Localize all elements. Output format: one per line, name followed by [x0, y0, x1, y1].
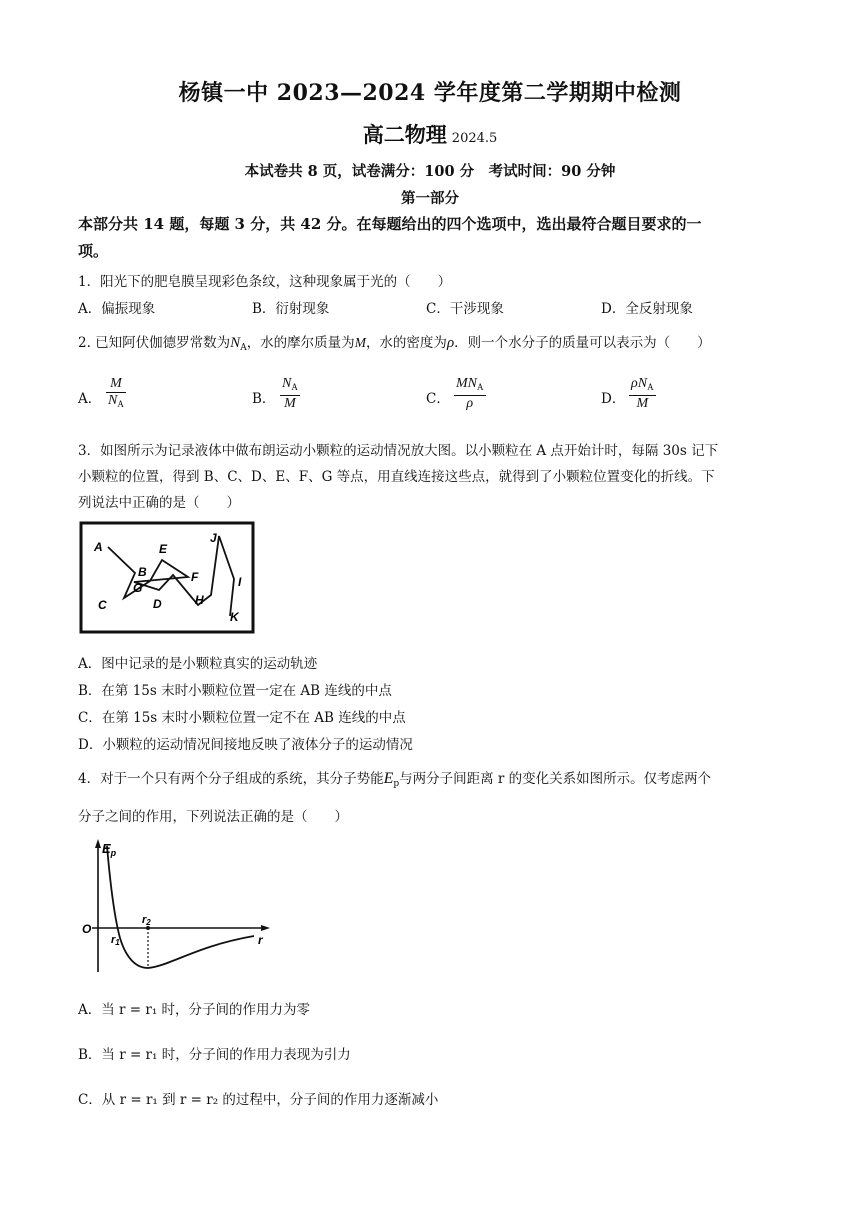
q2-option-a-den: $N_A$: [108, 393, 124, 409]
q4-stem-part1: 4．对于一个只有两个分子组成的系统，其分子势能: [78, 771, 384, 787]
brownian-motion-figure: [78, 520, 256, 636]
q1-option-d: D．全反射现象: [601, 301, 693, 317]
q3-option-c: C．在第 15s 末时小颗粒位置一定不在 AB 连线的中点: [78, 710, 406, 726]
r1-label: r1: [111, 934, 120, 947]
q2-stem-na: N: [230, 335, 241, 351]
q2-stem-part3: ，水的密度为: [365, 335, 447, 351]
point-label-f: F: [191, 570, 199, 584]
q2-stem-na-sub: A: [240, 343, 247, 353]
point-label-b: B: [138, 565, 147, 579]
q2-option-c-fraction: [454, 376, 486, 412]
point-label-h: H: [195, 593, 204, 607]
q2-option-c-num: $MN_A$: [456, 376, 484, 392]
part-instructions-line2: 项。: [78, 242, 109, 260]
q2-stem: [78, 331, 711, 353]
point-label-d: D: [153, 597, 162, 611]
part-instructions-line1: 本部分共 14 题，每题 3 分，共 42 分。在每题给出的四个选项中，选出最符合题目要求的一: [78, 215, 702, 233]
q2-stem-part1: 2. 已知阿伏伽德罗常数为: [78, 335, 231, 351]
figure-frame: [81, 523, 253, 632]
q2-option-b-label: B．: [252, 391, 276, 407]
q2-option-a-num: M: [110, 376, 122, 391]
q3-stem-line1: 3．如图所示为记录液体中做布朗运动小颗粒的运动情况放大图。以小颗粒在 A 点开始计时，每隔 30s 记下: [78, 443, 719, 459]
q2-option-d-den: M: [636, 396, 649, 411]
point-label-e: E: [159, 542, 168, 556]
q2-stem-part2: ，水的摩尔质量为: [246, 335, 355, 351]
q3-stem-line3: 列说法中正确的是（ ）: [78, 495, 240, 511]
q4-stem-line2: 分子之间的作用，下列说法正确的是（ ）: [78, 809, 348, 825]
q2-option-d-label: D．: [601, 391, 626, 407]
q2-stem-part4: ．则一个水分子的质量可以表示为（ ）: [454, 335, 711, 351]
exam-date: 2024.5: [451, 131, 498, 146]
part-title: 第一部分: [401, 190, 459, 207]
q2-option-c-den: ρ: [466, 396, 474, 411]
q3-option-d: D．小颗粒的运动情况间接地反映了液体分子的运动情况: [78, 737, 413, 753]
q1-stem: 1．阳光下的肥皂膜呈现彩色条纹，这种现象属于光的（ ）: [78, 274, 452, 290]
q4-option-b: B．当 r = r₁ 时，分子间的作用力表现为引力: [78, 1047, 351, 1063]
q3-stem-line2: 小颗粒的位置，得到 B、C、D、E、F、G 等点，用直线连接这些点，就得到了小颗粒位置变化的折线。下: [78, 469, 715, 485]
exam-info: 本试卷共 8 页，试卷满分：100 分 考试时间：90 分钟: [244, 163, 616, 180]
origin-label: O: [82, 922, 92, 936]
point-label-c: C: [98, 598, 107, 612]
q3-option-b: B．在第 15s 末时小颗粒位置一定在 AB 连线的中点: [78, 683, 392, 699]
q3-option-a: A．图中记录的是小颗粒真实的运动轨迹: [78, 656, 318, 672]
q2-option-b-num: $N_A$: [282, 376, 298, 392]
q4-stem-ep: E: [383, 770, 394, 787]
x-axis-arrow: [261, 925, 270, 931]
q1-option-b: B．衍射现象: [252, 301, 330, 317]
brownian-path: [108, 536, 234, 616]
exam-title: 杨镇一中 2023—2024 学年度第二学期期中检测: [178, 80, 682, 106]
q4-stem-line1: [78, 767, 711, 789]
q4-stem-part2: 与两分子间距离 r 的变化关系如图所示。仅考虑两个: [399, 771, 712, 787]
q2-option-b-fraction: [280, 376, 300, 412]
q4-option-c: C．从 r = r₁ 到 r = r₂ 的过程中，分子间的作用力逐渐减小: [78, 1092, 439, 1108]
point-label-a: A: [94, 540, 103, 554]
q2-option-a-label: A．: [78, 391, 102, 407]
q2-option-c-label: C．: [426, 391, 450, 407]
q2-stem-m: M: [354, 335, 366, 350]
point-label-j: J: [210, 531, 217, 545]
potential-energy-graph: [78, 836, 274, 976]
point-label-g: G: [133, 581, 143, 595]
potential-curve: [107, 846, 254, 968]
q2-option-b-den: M: [284, 396, 296, 411]
q1-option-a: A．偏振现象: [78, 301, 156, 317]
q1-option-c: C．干涉现象: [426, 301, 504, 317]
y-axis-label: $E_p$: [102, 841, 117, 858]
point-label-i: I: [238, 575, 242, 589]
r2-label: r2: [142, 914, 151, 927]
q2-option-d-num: $\rho N_A$: [631, 376, 654, 392]
subject-title: 高二物理: [362, 122, 447, 147]
q2-option-d-fraction: [629, 376, 656, 412]
q4-stem-ep-sub: p: [393, 779, 400, 789]
q4-option-a: A．当 r = r₁ 时，分子间的作用力为零: [78, 1002, 311, 1018]
x-axis-label: r: [258, 933, 263, 947]
point-label-k: K: [230, 610, 239, 624]
y-axis-arrow: [95, 839, 101, 848]
q2-option-a-fraction: [106, 376, 126, 412]
q2-stem-rho: ρ: [446, 335, 455, 351]
subject-line: [0, 119, 860, 149]
